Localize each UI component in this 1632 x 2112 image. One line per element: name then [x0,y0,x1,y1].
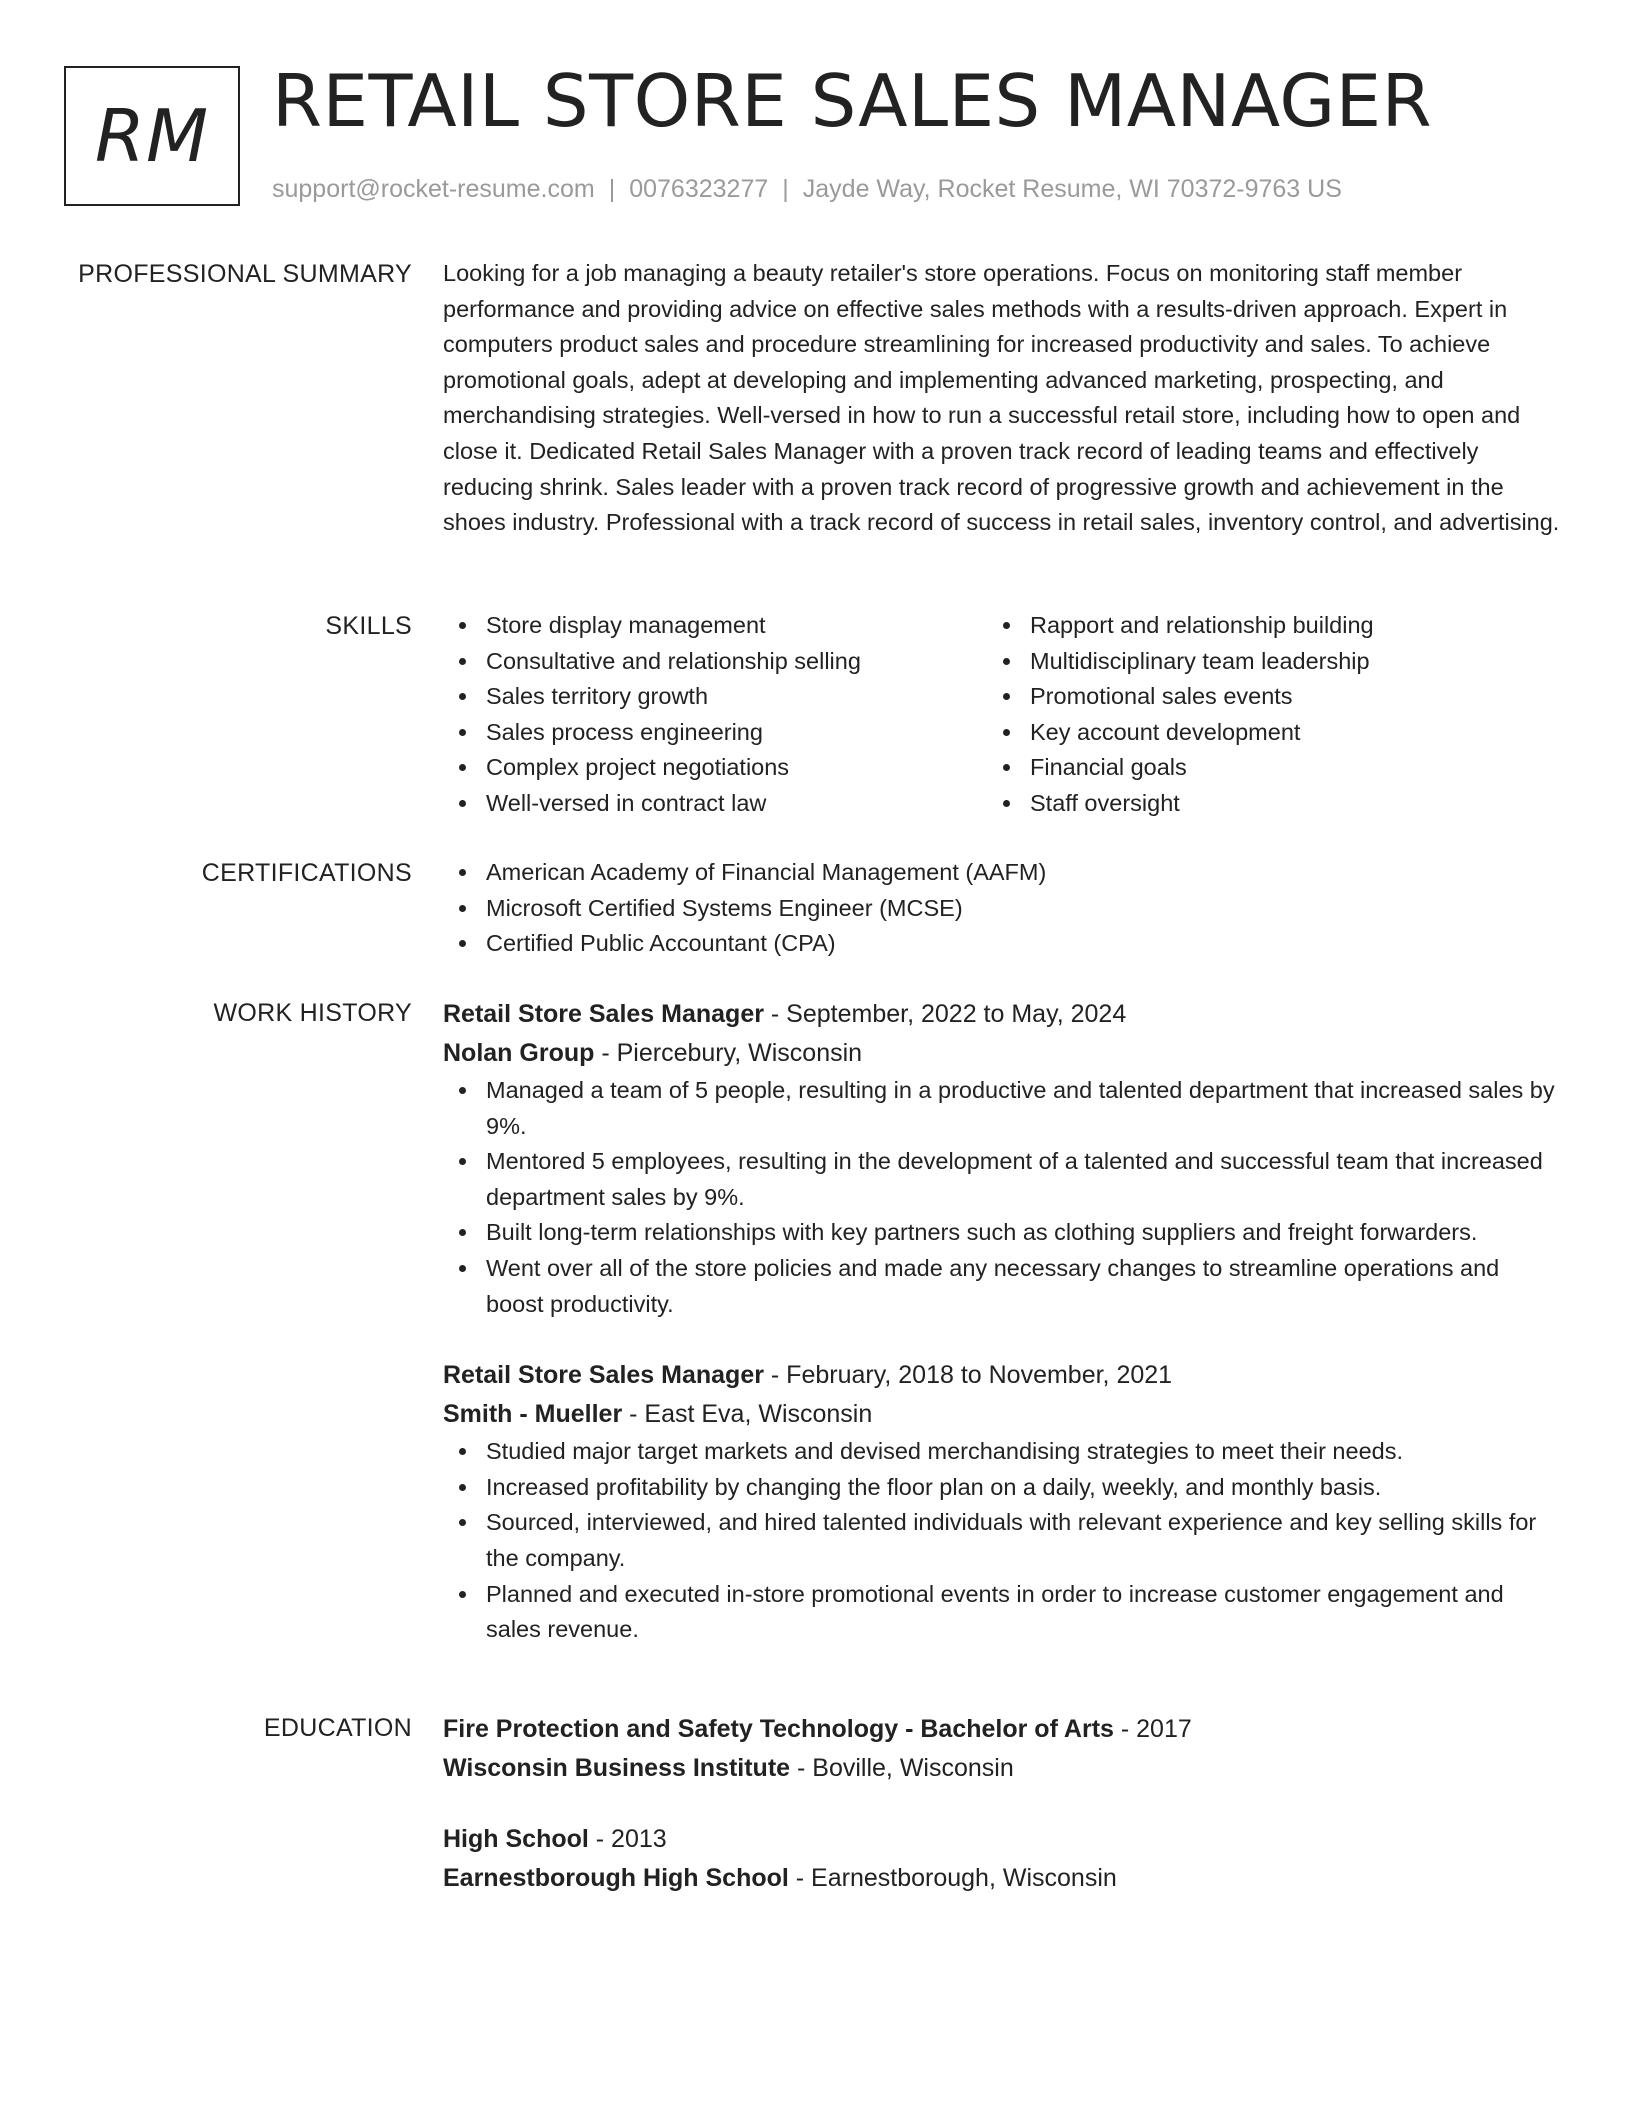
skill-item: Consultative and relationship selling [443,644,987,680]
candidate-name: RETAIL STORE SALES MANAGER [272,59,1433,143]
education-school-line [443,1749,1563,1788]
work-history-body [443,995,1563,1648]
contact-separator: | [608,175,616,203]
monogram-box [64,66,240,206]
job-bullet: Increased profitability by changing the floor plan on a daily, weekly, and monthly basis. [443,1470,1563,1506]
education-school-line [443,1859,1563,1898]
section-label-certifications: CERTIFICATIONS [201,859,412,887]
section-label-work-history: WORK HISTORY [213,999,412,1027]
certification-item: American Academy of Financial Management (AAFM) [443,855,1563,891]
job-entry [443,995,1563,1322]
education-year: - 2017 [1113,1715,1192,1743]
job-company-line [443,1395,1563,1434]
summary-body [443,256,1563,541]
job-company: Nolan Group [443,1039,595,1067]
section-label-skills: SKILLS [325,612,412,640]
education-school: Wisconsin Business Institute [443,1754,791,1782]
skill-item: Promotional sales events [987,679,1531,715]
skill-item: Complex project negotiations [443,750,987,786]
contact-line [272,172,1342,206]
job-company-line [443,1034,1563,1073]
education-year: - 2013 [588,1825,667,1853]
contact-address: Jayde Way, Rocket Resume, WI 70372-9763 US [802,175,1342,203]
skills-list-right [987,608,1531,822]
skill-item: Staff oversight [987,786,1531,822]
job-bullet: Managed a team of 5 people, resulting in a productive and talented department that increased sales by 9%. [443,1073,1563,1144]
section-label-education: EDUCATION [263,1714,412,1742]
summary-text: Looking for a job managing a beauty retailer's store operations. Focus on monitoring staff member performance and providing advice on effective sales methods with a results-driven approach. Expert in computers product sales and procedure streamlining for increased productivity and sales. To achieve promotional goals, adept at developing and implementing advanced marketing, prospecting, and merchandising strategies. Well-versed in how to run a successful retail store, including how to open and close it. Dedicated Retail Sales Manager with a proven track record of leading teams and effectively reducing shrink. Sales leader with a proven track record of progressive growth and achievement in the shoes industry. Professional with a track record of success in retail sales, inventory control, and advertising. [443,260,1560,536]
job-location: - Piercebury, Wisconsin [594,1039,863,1067]
skill-item: Well-versed in contract law [443,786,987,822]
contact-email: support@rocket-resume.com [272,175,595,203]
job-bullet: Planned and executed in-store promotional events in order to increase customer engagement and sales revenue. [443,1577,1563,1648]
education-degree: High School [443,1825,589,1853]
education-degree-line [443,1710,1563,1749]
job-bullet: Mentored 5 employees, resulting in the development of a talented and successful team that increased department sales by 9%. [443,1144,1563,1215]
job-title: Retail Store Sales Manager [443,1000,764,1028]
education-location: - Boville, Wisconsin [790,1754,1014,1782]
job-bullet: Built long-term relationships with key partners such as clothing suppliers and freight forwarders. [443,1215,1563,1251]
job-company: Smith - Mueller [443,1400,623,1429]
skills-body [443,608,1563,822]
education-degree: Fire Protection and Safety Technology - Bachelor of Arts [443,1715,1114,1743]
job-dates: - September, 2022 to May, 2024 [763,1000,1127,1028]
job-entry [443,1356,1563,1648]
skill-item: Store display management [443,608,987,644]
skill-item: Financial goals [987,750,1531,786]
skill-item: Multidisciplinary team leadership [987,644,1531,680]
skill-item: Key account development [987,715,1531,751]
contact-separator: | [782,175,789,203]
job-location: - East Eva, Wisconsin [622,1400,873,1429]
skill-item: Sales territory growth [443,679,987,715]
contact-phone: 0076323277 [629,175,769,203]
education-entry [443,1820,1563,1898]
education-school: Earnestborough High School [443,1864,789,1892]
education-entry [443,1710,1563,1788]
certification-item: Certified Public Accountant (CPA) [443,926,1563,962]
job-title: Retail Store Sales Manager [443,1361,764,1390]
certifications-list [443,855,1563,962]
job-bullet: Sourced, interviewed, and hired talented individuals with relevant experience and key selling skills for the company. [443,1505,1563,1576]
skill-item: Sales process engineering [443,715,987,751]
job-bullets [443,1073,1563,1322]
job-dates: - February, 2018 to November, 2021 [763,1361,1173,1390]
job-title-line [443,1356,1563,1395]
job-bullet: Studied major target markets and devised merchandising strategies to meet their needs. [443,1434,1563,1470]
skills-list-left [443,608,987,822]
education-degree-line [443,1820,1563,1859]
certification-item: Microsoft Certified Systems Engineer (MCSE) [443,891,1563,927]
job-bullet: Went over all of the store policies and made any necessary changes to streamline operations and boost productivity. [443,1251,1563,1322]
education-body [443,1710,1563,1898]
certifications-body [443,855,1563,962]
job-bullets [443,1434,1563,1648]
section-label-summary: PROFESSIONAL SUMMARY [78,260,412,288]
skill-item: Rapport and relationship building [987,608,1531,644]
job-title-line [443,995,1563,1034]
education-location: - Earnestborough, Wisconsin [788,1864,1117,1892]
monogram-initials: RM [94,94,210,178]
